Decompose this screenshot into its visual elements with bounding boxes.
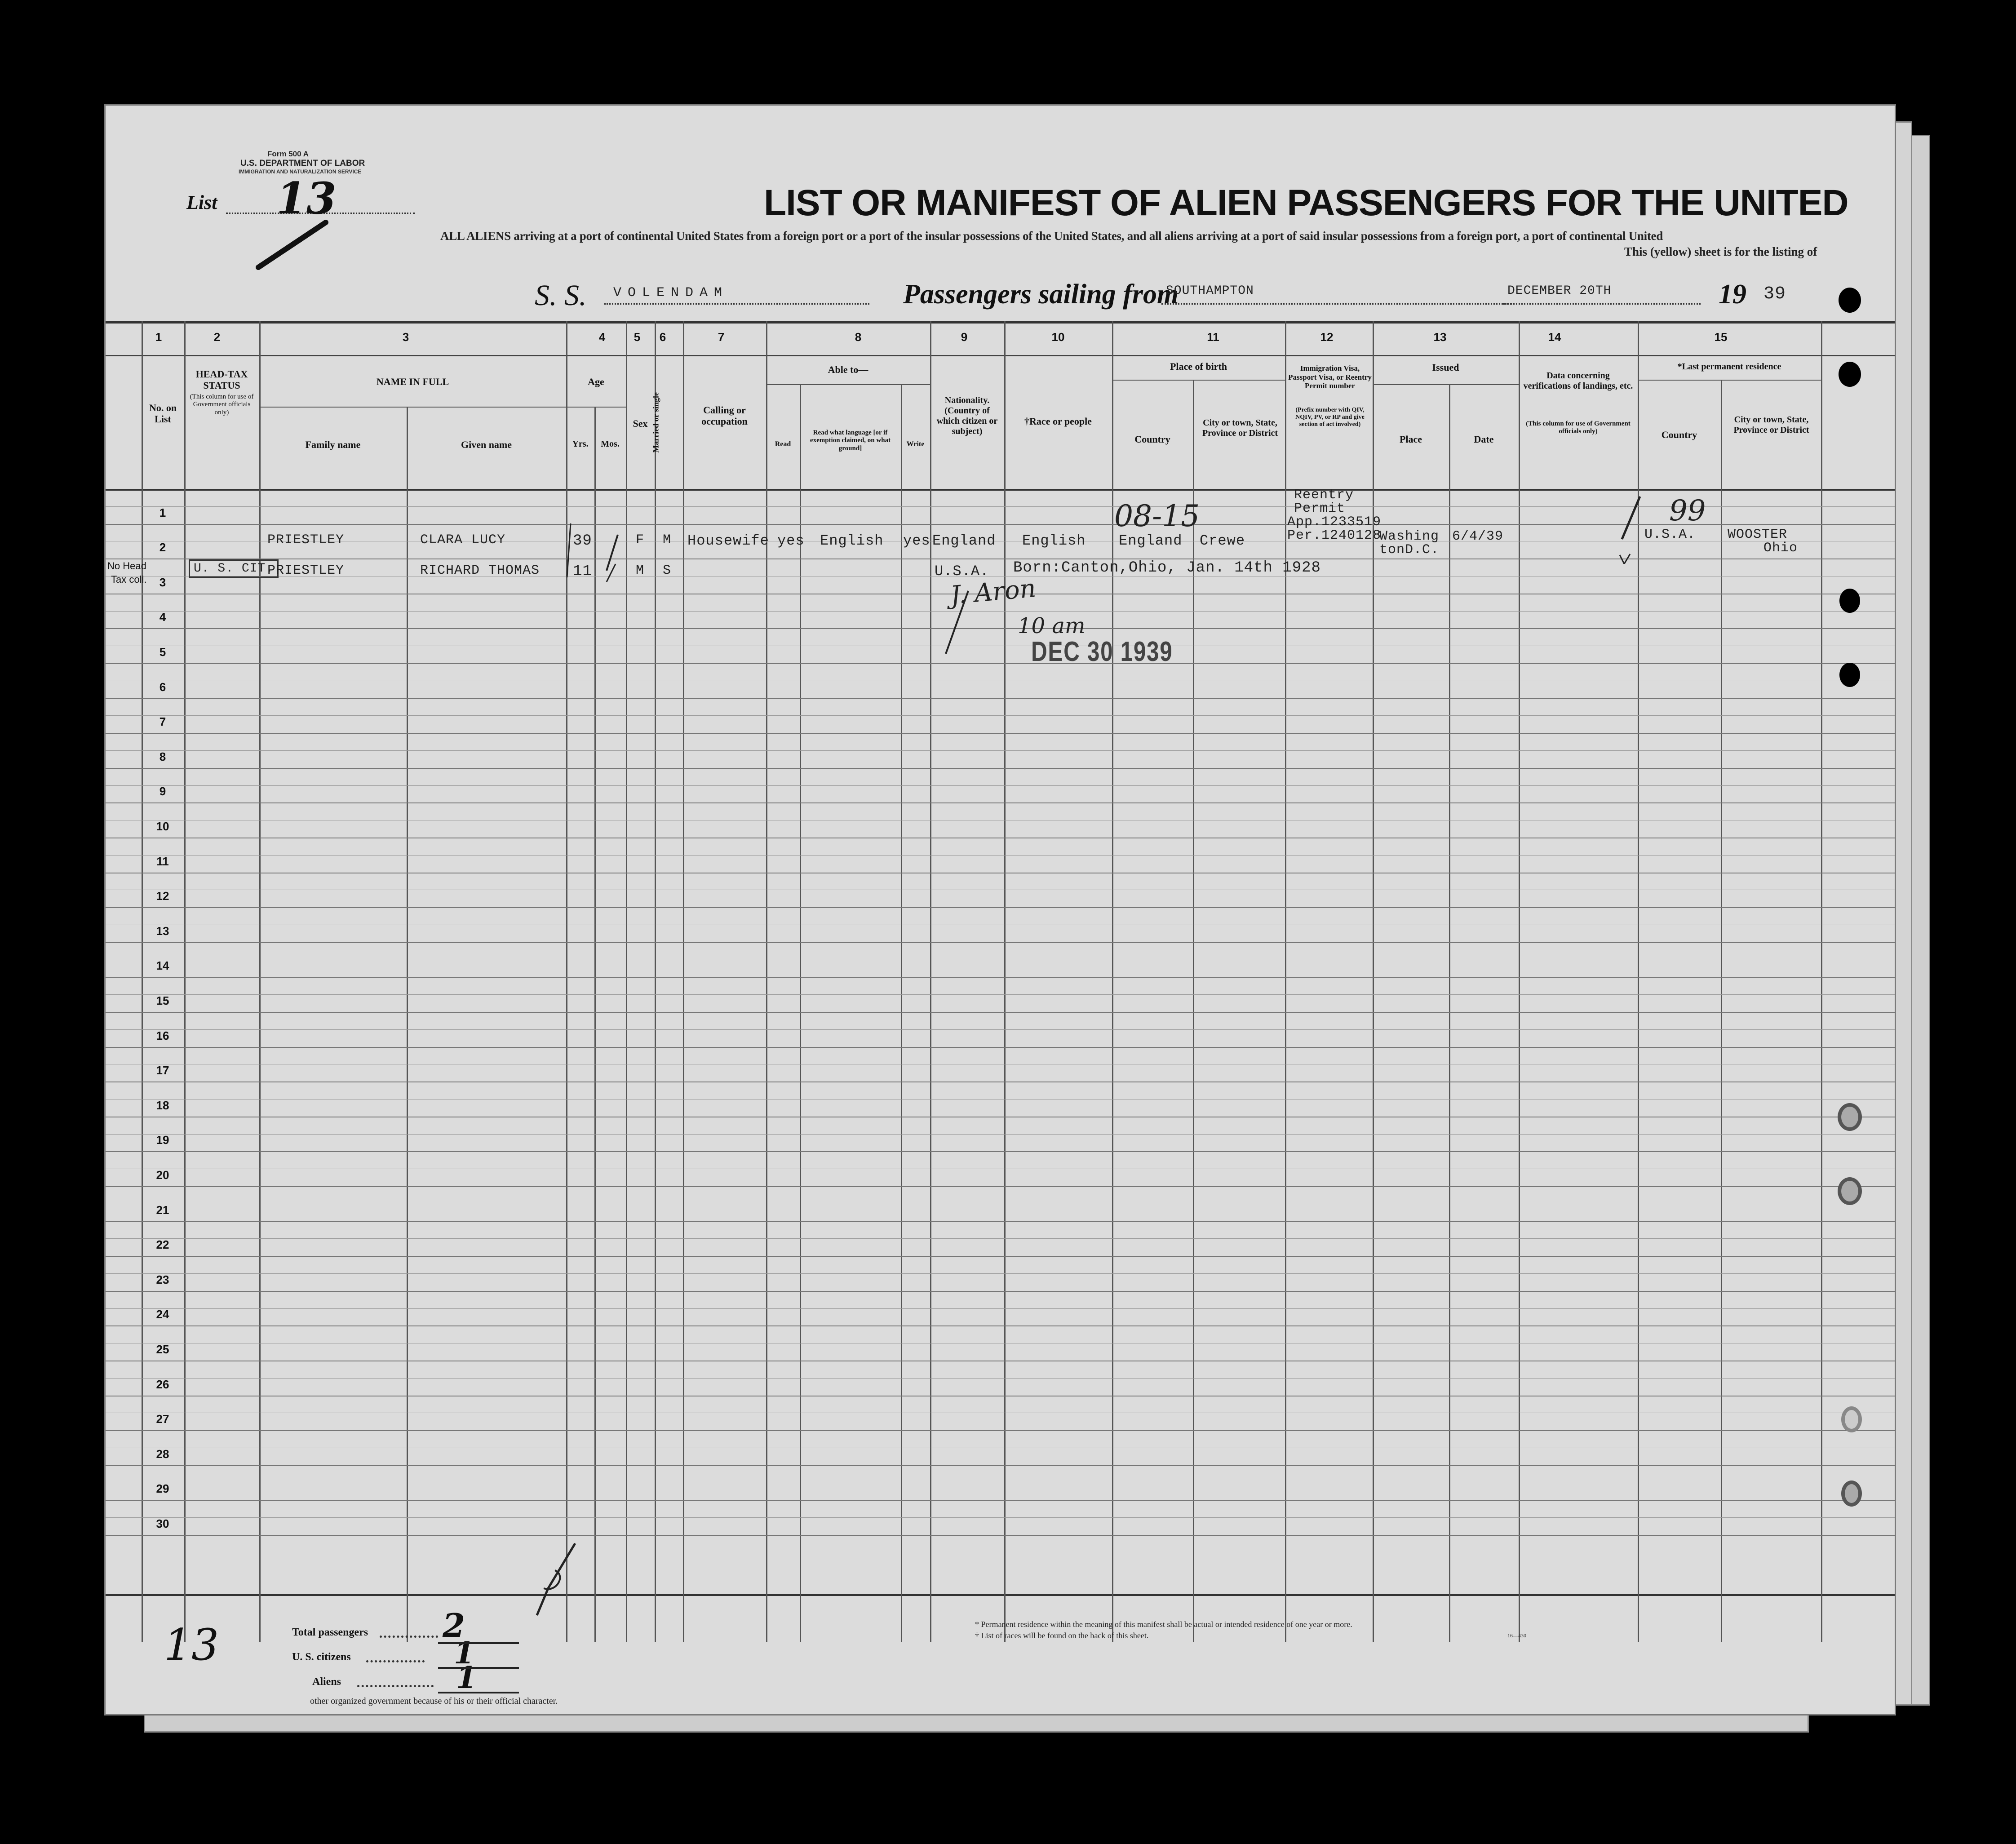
col-num-4: 4 (598, 330, 606, 344)
header-visa: Immigration Visa, Passport Visa, or Reentry Permit number (1288, 364, 1372, 390)
header-visa-note: (Prefix number with QIV, NQIV, PV, or RP and give section of act involved) (1295, 407, 1365, 428)
residence-tick (1608, 492, 1671, 564)
row2-nationality: U.S.A. (935, 563, 989, 580)
col-num-7: 7 (718, 330, 725, 344)
total-passengers-value: 2 (443, 1606, 465, 1645)
header-calling: Calling or occupation (701, 404, 748, 427)
row-rule (106, 977, 1895, 978)
row1-res-country: U.S.A. (1644, 527, 1696, 542)
name-subrule (259, 407, 566, 408)
list-number: 13 (276, 173, 337, 224)
col-line (142, 321, 143, 1642)
header-issued-date: Date (1474, 434, 1494, 445)
header-nationality: Nationality. (Country of which citizen or subject) (936, 395, 998, 436)
row-number: 30 (156, 1517, 169, 1530)
sailing-label: Passengers sailing from (903, 279, 1179, 310)
header-age: Age (588, 376, 604, 387)
sailing-date: DECEMBER 20TH (1507, 284, 1612, 298)
row-subrule (106, 1134, 1895, 1135)
header-write: Write (906, 440, 925, 448)
header-race: †Race or people (1024, 416, 1092, 427)
row-number: 6 (159, 680, 166, 694)
aliens-label: Aliens (312, 1676, 341, 1688)
row-subrule (106, 994, 1895, 995)
row-number: 26 (156, 1377, 169, 1391)
page-title: LIST OR MANIFEST OF ALIEN PASSENGERS FOR THE UNITED (764, 182, 1848, 223)
row2-yrs: 11 (573, 563, 592, 580)
col-num-10: 10 (1051, 330, 1065, 344)
footnote-1: * Permanent residence within the meaning of this manifest shall be actual or intended residence of one year or more. (975, 1620, 1352, 1629)
department: U.S. DEPARTMENT OF LABOR (240, 159, 365, 168)
row-number: 23 (156, 1272, 169, 1286)
col-num-8: 8 (855, 330, 862, 344)
row-number: 17 (156, 1064, 169, 1077)
row-number: 2 (159, 541, 166, 554)
header-given-name: Given name (461, 439, 512, 450)
binder-ring (1841, 1481, 1862, 1507)
row-number: 5 (159, 645, 166, 659)
row-rule (106, 1500, 1895, 1501)
col-num-12: 12 (1320, 330, 1334, 344)
row-rule (106, 1047, 1895, 1048)
check-mark (530, 1539, 584, 1620)
row-number: 19 (156, 1133, 169, 1147)
row-number: 15 (156, 994, 169, 1007)
inspection-time: 10 am (1018, 613, 1086, 638)
header-head-tax: HEAD-TAX STATUS (195, 368, 248, 391)
us-citizens-dots (366, 1660, 425, 1662)
col-line (1449, 384, 1450, 1642)
row1-given: CLARA LUCY (420, 532, 506, 548)
header-head-tax-note: (This column for use of Government officials only) (190, 393, 254, 416)
table-bottom-rule (106, 1594, 1895, 1596)
row1-res-city-1: WOOSTER (1728, 527, 1788, 542)
row-number: 28 (156, 1447, 169, 1461)
footnote-2: † List of races will be found on the back of this sheet. (975, 1631, 1149, 1640)
service: IMMIGRATION AND NATURALIZATION SERVICE (239, 168, 362, 175)
binder-ring (1841, 1406, 1862, 1432)
us-citizens-value: 1 (454, 1636, 474, 1671)
row-number: 27 (156, 1412, 169, 1426)
col-line (1519, 321, 1520, 1642)
row2-head-tax-stamp: U. S. CIT. (189, 559, 279, 578)
row1-issued-date: 6/4/39 (1452, 529, 1504, 544)
year-suffix: 39 (1763, 284, 1786, 304)
row-number: 7 (159, 715, 166, 729)
header-data-concerning: Data concerning verifications of landings, etc. (1523, 371, 1633, 391)
port-underline (1161, 303, 1512, 305)
col-line (1821, 321, 1822, 1642)
row-number: 3 (159, 575, 166, 589)
row1-visa-line4: Per.1240128 (1287, 528, 1382, 543)
ship-underline (604, 303, 869, 305)
row-subrule (106, 1378, 1895, 1379)
header-yrs: Yrs. (572, 439, 589, 449)
row-rule (106, 768, 1895, 769)
able-subrule (766, 384, 930, 385)
col-line (1004, 321, 1006, 1642)
initials-stroke (941, 586, 977, 658)
row-rule (106, 1012, 1895, 1013)
row-rule (106, 698, 1895, 699)
row-rule (106, 942, 1895, 943)
row2-given: RICHARD THOMAS (420, 563, 540, 578)
totals-underline-2 (438, 1667, 519, 1669)
manifest-sheet (104, 104, 1896, 1715)
subtitle-2: This (yellow) sheet is for the listing of (1624, 245, 1817, 258)
binder-ring (1838, 1103, 1862, 1131)
row-number: 21 (156, 1203, 169, 1217)
col-line (1112, 321, 1113, 1642)
row1-yrs: 39 (573, 532, 592, 550)
col-num-2: 2 (213, 330, 221, 344)
residence-annotation: 99 (1669, 494, 1706, 527)
bottom-fragment-text: other organized government because of his or their official character. (310, 1696, 558, 1706)
header-able-to: Able to— (828, 364, 868, 375)
binder-hole (1839, 589, 1860, 613)
aliens-dots (357, 1685, 434, 1687)
manifest-table (106, 321, 1895, 1642)
date-stamp: DEC 30 1939 (1031, 636, 1173, 667)
col-line (594, 407, 596, 1642)
col-num-5: 5 (634, 330, 641, 344)
row2-family: PRIESTLEY (267, 563, 345, 578)
row1-visa-line2: Permit (1294, 501, 1346, 516)
row2-sex: M (636, 563, 645, 578)
col-number-rule (106, 355, 1895, 356)
col-line (766, 321, 767, 1642)
row-rule (106, 733, 1895, 734)
header-birth-country: Country (1134, 434, 1170, 445)
row-number: 29 (156, 1482, 169, 1496)
row2-race-birth: Born:Canton,Ohio, Jan. 14th 1928 (1013, 559, 1321, 576)
row-number: 16 (156, 1028, 169, 1042)
row-number: 14 (156, 959, 169, 973)
row1-read: yes (777, 532, 805, 549)
row-subrule (106, 750, 1895, 751)
header-issued: Issued (1432, 362, 1459, 373)
inspector-initials: J. Aron (949, 573, 1037, 611)
row-rule (106, 663, 1895, 664)
row-subrule (106, 855, 1895, 856)
header-data-note: (This column for use of Government officials only) (1526, 420, 1631, 435)
binder-hole (1839, 362, 1861, 387)
header-no-on-list: No. on List (149, 402, 177, 425)
col-num-14: 14 (1548, 330, 1561, 344)
row-rule (106, 1465, 1895, 1466)
row-subrule (106, 785, 1895, 786)
col-line (655, 321, 656, 1642)
row-number: 4 (159, 610, 166, 624)
row-rule (106, 1221, 1895, 1222)
col-line (184, 321, 186, 1642)
row-number: 25 (156, 1343, 169, 1356)
row1-race: English (1022, 532, 1086, 549)
header-read-language: Read what language [or if exemption claimed, on what ground] (810, 429, 891, 452)
row1-birth-city: Crewe (1200, 532, 1245, 549)
header-issued-place: Place (1399, 434, 1422, 445)
row1-visa-line1: Reentry (1294, 488, 1354, 503)
col-num-11: 11 (1207, 330, 1219, 344)
row-number: 1 (159, 505, 166, 519)
row-number: 12 (156, 889, 169, 903)
row1-write: yes (903, 532, 930, 549)
margin-number: 13 (164, 1620, 219, 1670)
row-number: 18 (156, 1098, 169, 1112)
header-name-in-full: NAME IN FULL (376, 376, 449, 387)
row-subrule (106, 1308, 1895, 1309)
date-underline (1503, 303, 1701, 305)
row1-occupation: Housewife (687, 532, 769, 549)
age-tick-marks (557, 514, 647, 582)
total-passengers-dots (380, 1636, 438, 1638)
header-bottom-rule (106, 489, 1895, 491)
row-number: 24 (156, 1308, 169, 1321)
row-number: 8 (159, 749, 166, 763)
row-rule (106, 1151, 1895, 1152)
row-subrule (106, 1273, 1895, 1274)
row1-res-city-2: Ohio (1763, 541, 1798, 556)
totals-underline-3 (438, 1692, 519, 1693)
binder-hole (1839, 288, 1861, 313)
row-number: 13 (156, 924, 169, 938)
row1-nationality: England (932, 532, 996, 549)
birth-annotation: 08-15 (1114, 499, 1200, 533)
col-num-1: 1 (155, 330, 162, 344)
row-number: 10 (156, 820, 169, 833)
form-number: Form 500 A (267, 150, 309, 158)
aliens-value: 1 (456, 1660, 477, 1695)
row-rule (106, 1256, 1895, 1257)
row-rule (106, 1186, 1895, 1187)
row-subrule (106, 1238, 1895, 1239)
col-line (407, 407, 408, 1642)
row-number: 20 (156, 1168, 169, 1182)
row-rule (106, 907, 1895, 908)
col-line (1721, 380, 1722, 1642)
binder-ring (1838, 1177, 1862, 1205)
row-rule (106, 1291, 1895, 1292)
header-res-country: Country (1661, 429, 1697, 440)
header-birth-city: City or town, State, Province or District (1202, 418, 1278, 438)
row1-sex: F (636, 532, 645, 548)
table-top-rule (106, 321, 1895, 324)
header-res-city: City or town, State, Province or District (1733, 415, 1809, 435)
row-number: 9 (159, 785, 166, 798)
row-subrule (106, 1029, 1895, 1030)
row1-family: PRIESTLEY (267, 532, 345, 548)
col-num-6: 6 (659, 330, 666, 344)
us-citizens-label: U. S. citizens (292, 1651, 351, 1663)
row-subrule (106, 611, 1895, 612)
col-line (683, 321, 684, 1642)
header-place-of-birth: Place of birth (1170, 361, 1227, 372)
row-number: 22 (156, 1238, 169, 1252)
col-num-3: 3 (402, 330, 409, 344)
row-subrule (106, 715, 1895, 716)
row1-birth-country: England (1119, 532, 1183, 549)
row-number: 11 (156, 854, 169, 868)
departure-port: SOUTHAMPTON (1166, 284, 1254, 298)
list-label: List (186, 191, 217, 213)
age-subrule (566, 407, 626, 408)
col-num-13: 13 (1433, 330, 1447, 344)
row1-visa-line3: App.1233519 (1287, 514, 1382, 530)
binder-hole (1839, 663, 1860, 687)
total-passengers-label: Total passengers (292, 1627, 368, 1638)
row1-marital: M (663, 532, 672, 548)
col-line (930, 321, 931, 1642)
list-number-slash (254, 218, 335, 272)
row-subrule (106, 1517, 1895, 1518)
row2-margin-note-1: No Head (107, 560, 146, 572)
header-family-name: Family name (305, 439, 361, 450)
header-married: Married or single (651, 392, 660, 453)
col-num-9: 9 (961, 330, 968, 344)
col-line (901, 384, 902, 1642)
header-read: Read (775, 440, 791, 448)
row-rule (106, 802, 1895, 803)
header-last-residence: *Last permanent residence (1677, 362, 1781, 372)
row1-issued-place-1: Washing (1379, 529, 1440, 544)
issued-subrule (1373, 384, 1519, 385)
res-subrule (1638, 380, 1821, 381)
col-line (800, 384, 801, 1642)
ship-name: VOLENDAM (613, 285, 729, 301)
col-num-15: 15 (1714, 330, 1728, 344)
row2-marital: S (663, 563, 672, 578)
col-line (259, 321, 261, 1642)
row1-issued-place-2: tonD.C. (1379, 542, 1440, 558)
subtitle-1: ALL ALIENS arriving at a port of continental United States from a foreign port or a port of the insular possessions of the United States, and all aliens arriving at a port of said insular possessions from a foreign port, a port of continental United (440, 229, 1663, 243)
ss-label: S. S. (535, 279, 587, 312)
form-code: 16—430 (1507, 1632, 1526, 1639)
row-rule (106, 628, 1895, 629)
birth-subrule (1112, 380, 1285, 381)
totals-underline-1 (438, 1642, 519, 1644)
header-mos: Mos. (601, 439, 620, 449)
col-line (1285, 321, 1286, 1642)
row-rule (106, 1535, 1895, 1536)
row-rule (106, 1430, 1895, 1431)
year-prefix: 19 (1719, 279, 1746, 310)
row2-margin-note-2: Tax coll. (111, 574, 147, 585)
row-rule (106, 1325, 1895, 1326)
row1-language: English (820, 532, 884, 549)
header-sex: Sex (633, 418, 648, 429)
